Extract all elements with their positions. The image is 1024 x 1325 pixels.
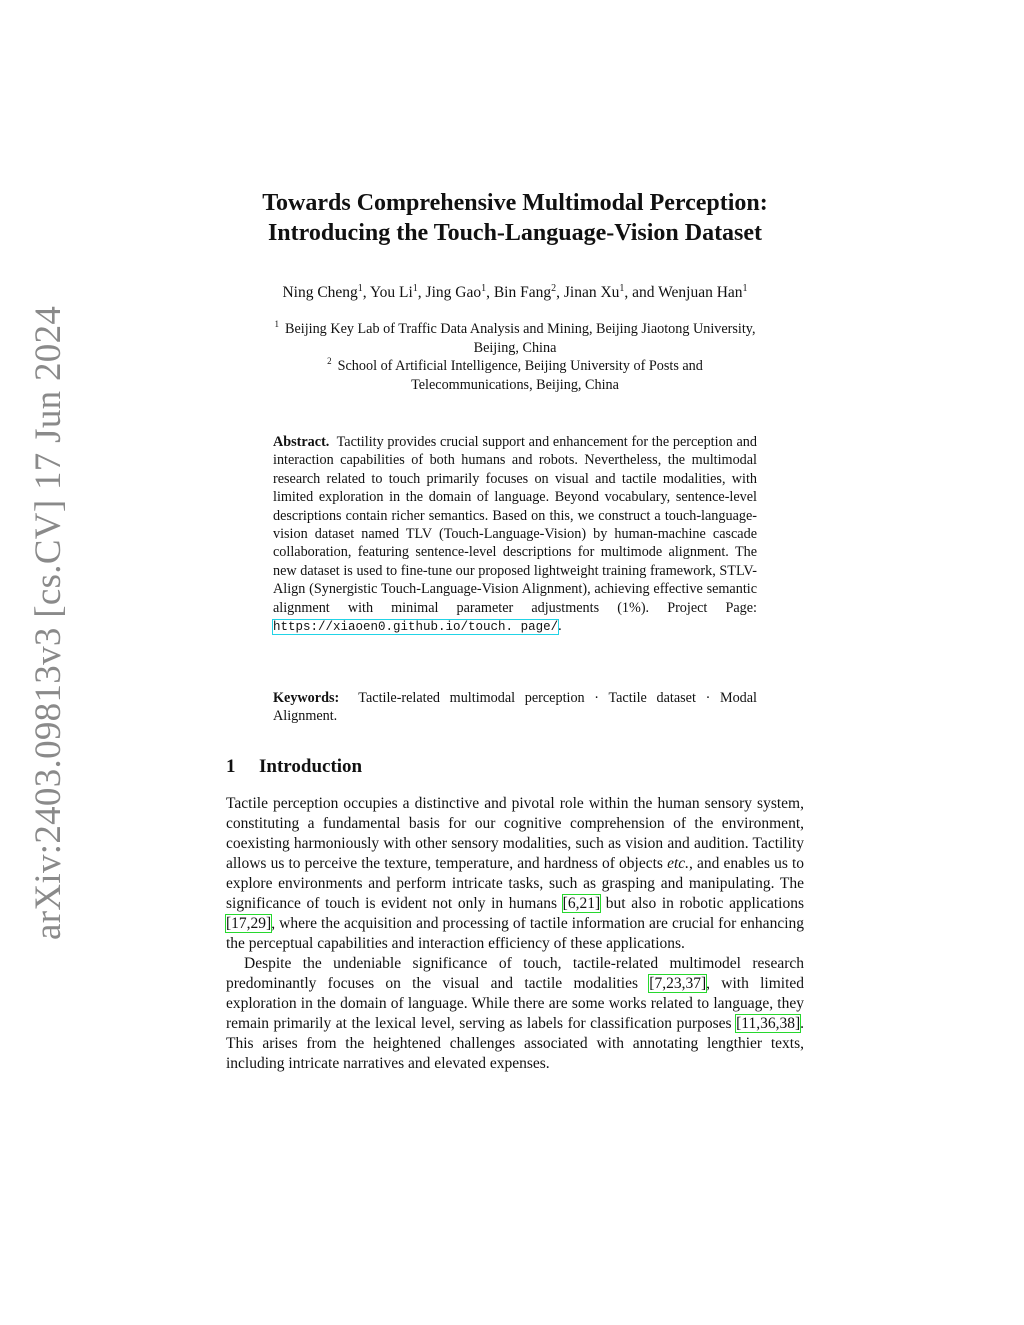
project-page-link[interactable] xyxy=(273,620,558,634)
author-affiliation-mark: 1 xyxy=(412,283,418,294)
paragraph-text: Tactile perception occupies a distinctive and pivotal role within the human sensory system, constituting a fundamental basis for our cognitive comprehension of the environment, coexisting harmoniously with other sensory modalities, such as vision and audition. Tactility allows us to perceive the texture, temperature, and hardness of objects xyxy=(226,795,804,872)
arxiv-identifier: arXiv:2403.09813v3 [cs.CV] 17 Jun 2024 xyxy=(28,305,69,940)
section-number: 1 xyxy=(226,756,236,777)
affiliation-text: Beijing Key Lab of Traffic Data Analysis and Mining, Beijing Jiaotong University, xyxy=(285,321,756,337)
author-affiliation-mark: 1 xyxy=(619,283,625,294)
paragraph-text: , with limited exploration in the domain of language. While there are some works related to language, they remain primarily at the lexical level, serving as labels for classification purposes xyxy=(226,975,804,1032)
author-affiliation-mark: 2 xyxy=(551,283,557,294)
affiliation-number: 2 xyxy=(327,356,332,366)
citation-link[interactable]: [17,29] xyxy=(226,915,272,932)
author-affiliation-mark: 1 xyxy=(481,283,487,294)
paper-title xyxy=(180,188,850,248)
author-affiliation-mark: 1 xyxy=(742,283,748,294)
abstract-text: Tactility provides crucial support and enhancement for the perception and interaction capabilities of both humans and robots. Nevertheless, the multimodal research related to touch primarily focuses on visual and tactile modalities, with limited exploration in the domain of language. Beyond vocabulary, sentence-level descriptions contain richer semantics. Based on this, we construct a touch-language-vision dataset named TLV (Touch-Language-Vision) by human-machine cascade collaboration, featuring sentence-level descriptions for multimode alignment. The new dataset is used to fine-tune our proposed lightweight training framework, STLV-Align (Synergistic Touch-Language-Vision Alignment), achieving effective semantic alignment with minimal parameter adjustments (1%). Project Page: xyxy=(273,434,757,616)
affiliation-1-cont: Beijing, China xyxy=(473,339,557,356)
citation-link[interactable]: [6,21] xyxy=(562,895,601,912)
author-name: Jinan Xu xyxy=(563,284,620,301)
abstract-end: . xyxy=(558,618,562,635)
paragraph-text: . This arises from the heightened challenges associated with annotating lengthier texts, including intricate narratives and elevated expenses. xyxy=(226,1015,804,1072)
author-name: Bin Fang xyxy=(493,284,552,301)
author-name: You Li xyxy=(369,284,413,301)
citation-link[interactable]: [7,23,37] xyxy=(649,975,707,992)
abstract-label: Abstract. xyxy=(273,434,330,450)
affiliation-list xyxy=(200,320,830,394)
keywords-text: Tactile-related multimodal perception · Tactile dataset · Modal Alignment. xyxy=(273,690,758,725)
section-heading xyxy=(226,755,362,779)
paragraph-text: , and enables us to explore environments and perform intricate tasks, such as grasping and manipulating. The significance of touch is evident not only in humans xyxy=(226,855,805,912)
affiliation-2-cont: Telecommunications, Beijing, China xyxy=(411,376,619,393)
title-line-2: Introducing the Touch-Language-Vision Dataset xyxy=(267,220,763,246)
author-name: and Wenjuan Han xyxy=(632,284,743,301)
paragraph-text: , where the acquisition and processing of tactile information are crucial for enhancing the perceptual capabilities and interaction efficiency of these applications. xyxy=(226,915,804,952)
affiliation-2 xyxy=(200,357,830,376)
introduction-body xyxy=(226,794,804,1074)
paragraph xyxy=(226,794,804,954)
keywords-label: Keywords: xyxy=(273,690,340,706)
paragraph-emphasis: etc. xyxy=(667,855,690,872)
keywords xyxy=(273,689,757,726)
author-name: Ning Cheng xyxy=(282,284,358,301)
paragraph-text: Despite the undeniable significance of touch, tactile-related multimodel research predominantly focuses on the visual and tactile modalities xyxy=(226,955,804,992)
author-name: Jing Gao xyxy=(425,284,482,301)
affiliation-text: School of Artificial Intelligence, Beijing University of Posts and xyxy=(337,358,703,374)
section-title: Introduction xyxy=(259,756,363,777)
abstract xyxy=(273,433,757,636)
paragraph-text: but also in robotic applications xyxy=(605,895,805,912)
project-page-link-part1[interactable]: https://xiaoen0.github.io/touch. xyxy=(273,620,514,635)
author-list: Ning Cheng$^1$, You Li$^1$, Jing Gao$^1$, Bin Fang$^2$, Jinan Xu$^1$, and Wenjuan Han$^1$ xyxy=(282,283,748,301)
paragraph xyxy=(226,954,804,1074)
author-affiliation-mark: 1 xyxy=(357,283,363,294)
affiliation-number: 1 xyxy=(274,319,279,329)
project-page-link-part2[interactable]: page/ xyxy=(520,620,559,635)
affiliation-1 xyxy=(200,320,830,339)
citation-link[interactable]: [11,36,38] xyxy=(736,1015,801,1032)
title-line-1: Towards Comprehensive Multimodal Perception: xyxy=(262,190,768,216)
